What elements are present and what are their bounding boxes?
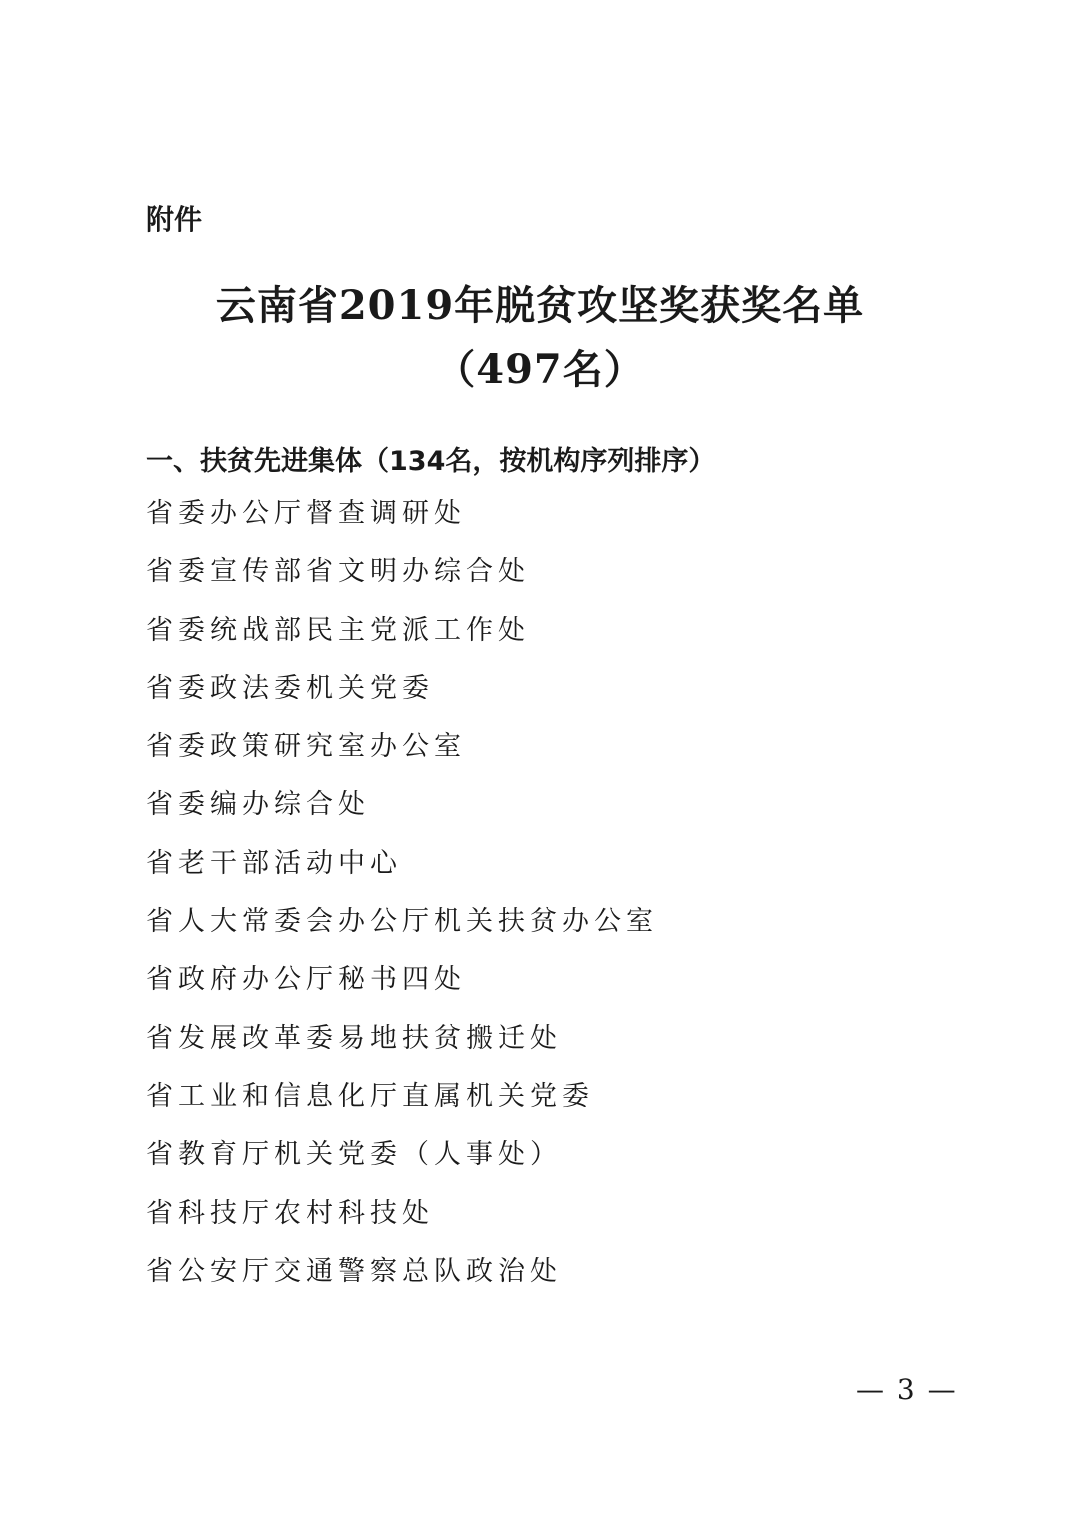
page-number: — 3 —: [856, 1373, 958, 1406]
list-item: 省委统战部民主党派工作处: [146, 614, 530, 646]
list-item: 省老干部活动中心: [146, 847, 402, 879]
title-line-count: （497名）: [435, 346, 645, 393]
award-list: [146, 494, 658, 1310]
list-item: 省发展改革委易地扶贫搬迁处: [146, 1022, 562, 1054]
list-item: 省政府办公厅秘书四处: [146, 964, 466, 996]
list-item: 省委政策研究室办公室: [146, 731, 466, 763]
list-item: 省公安厅交通警察总队政治处: [146, 1255, 562, 1287]
list-item: 省工业和信息化厅直属机关党委: [146, 1080, 594, 1112]
list-item: 省委宣传部省文明办综合处: [146, 556, 530, 588]
list-item: 省人大常委会办公厅机关扶贫办公室: [146, 906, 658, 938]
list-item: 省委政法委机关党委: [146, 672, 434, 704]
list-item: 省科技厅农村科技处: [146, 1197, 434, 1229]
list-item: 省委办公厅督查调研处: [146, 498, 466, 529]
title-line-main: 云南省2019年脱贫攻坚奖获奖名单: [215, 282, 865, 329]
list-item: 省委编办综合处: [146, 789, 370, 821]
section-heading: 一、扶贫先进集体（134名，按机构序列排序）: [146, 446, 716, 477]
attachment-label: 附件: [146, 203, 203, 236]
document-title: [0, 276, 1080, 400]
list-item: 省教育厅机关党委（人事处）: [146, 1139, 562, 1171]
